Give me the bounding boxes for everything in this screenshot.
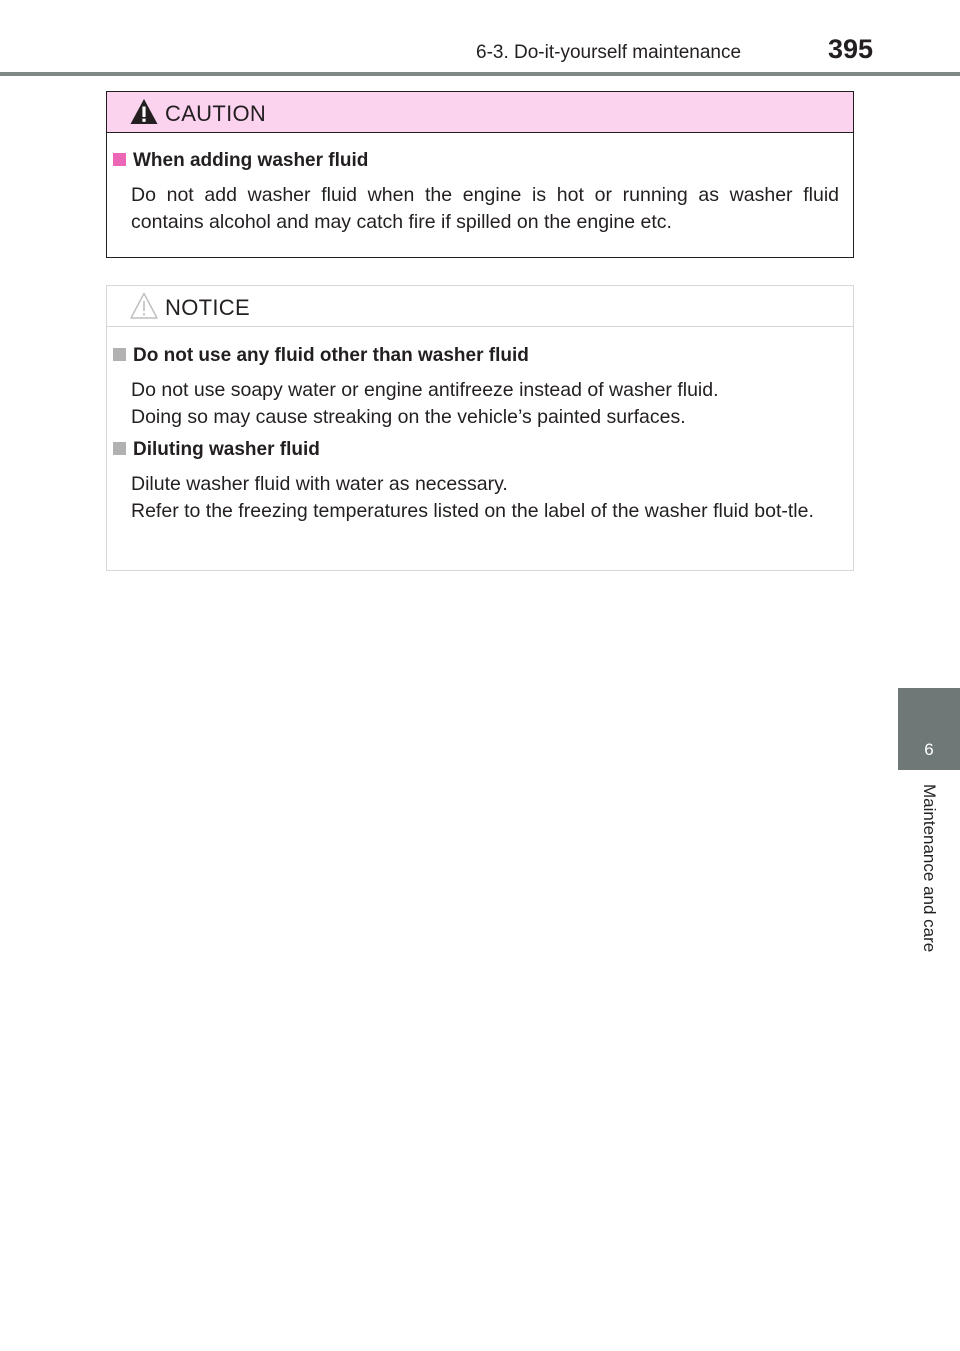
notice-title: NOTICE bbox=[165, 295, 250, 320]
notice-box bbox=[106, 285, 854, 571]
square-bullet-icon bbox=[113, 348, 126, 361]
notice-item-body-line: Doing so may cause streaking on the vehicle’s painted surfaces. bbox=[131, 405, 686, 428]
caution-item-heading-text: When adding washer fluid bbox=[133, 150, 369, 171]
header-rule bbox=[0, 72, 960, 76]
chapter-tab bbox=[898, 688, 960, 770]
page-number: 395 bbox=[828, 34, 874, 64]
section-title: 6-3. Do-it-yourself maintenance bbox=[476, 42, 742, 63]
square-bullet-icon bbox=[113, 442, 126, 455]
notice-item-body-line: Refer to the freezing temperatures listed on the label of the washer fluid bot-tle. bbox=[131, 499, 814, 522]
notice-item-body-line: Dilute washer fluid with water as necessary. bbox=[131, 473, 508, 495]
square-bullet-icon bbox=[113, 153, 126, 166]
caution-item-heading bbox=[113, 150, 368, 172]
page-header bbox=[0, 0, 960, 76]
notice-item-body bbox=[131, 471, 839, 524]
chapter-number: 6 bbox=[924, 740, 934, 759]
chapter-title: Maintenance and care bbox=[920, 784, 939, 953]
warning-triangle-outline-icon bbox=[129, 291, 159, 321]
caution-item-body bbox=[131, 182, 839, 235]
caution-box bbox=[106, 91, 854, 258]
notice-title-bar bbox=[107, 286, 853, 327]
notice-item-heading-text: Diluting washer fluid bbox=[133, 439, 320, 460]
notice-item-body-line: Do not use soapy water or engine antifreeze instead of washer fluid. bbox=[131, 379, 719, 401]
caution-title-bar bbox=[107, 92, 853, 133]
caution-item-body-text: Do not add washer fluid when the engine is hot or running as washer fluid contains alcohol and may catch fire if spilled on the engine etc. bbox=[131, 184, 839, 233]
warning-triangle-filled-icon bbox=[129, 97, 159, 127]
notice-item-heading bbox=[113, 345, 529, 367]
caution-title: CAUTION bbox=[165, 101, 267, 126]
notice-item-body bbox=[131, 377, 839, 430]
notice-item-heading bbox=[113, 439, 320, 461]
notice-item-heading-text: Do not use any fluid other than washer fluid bbox=[133, 345, 529, 366]
chapter-title-vertical bbox=[906, 784, 952, 994]
